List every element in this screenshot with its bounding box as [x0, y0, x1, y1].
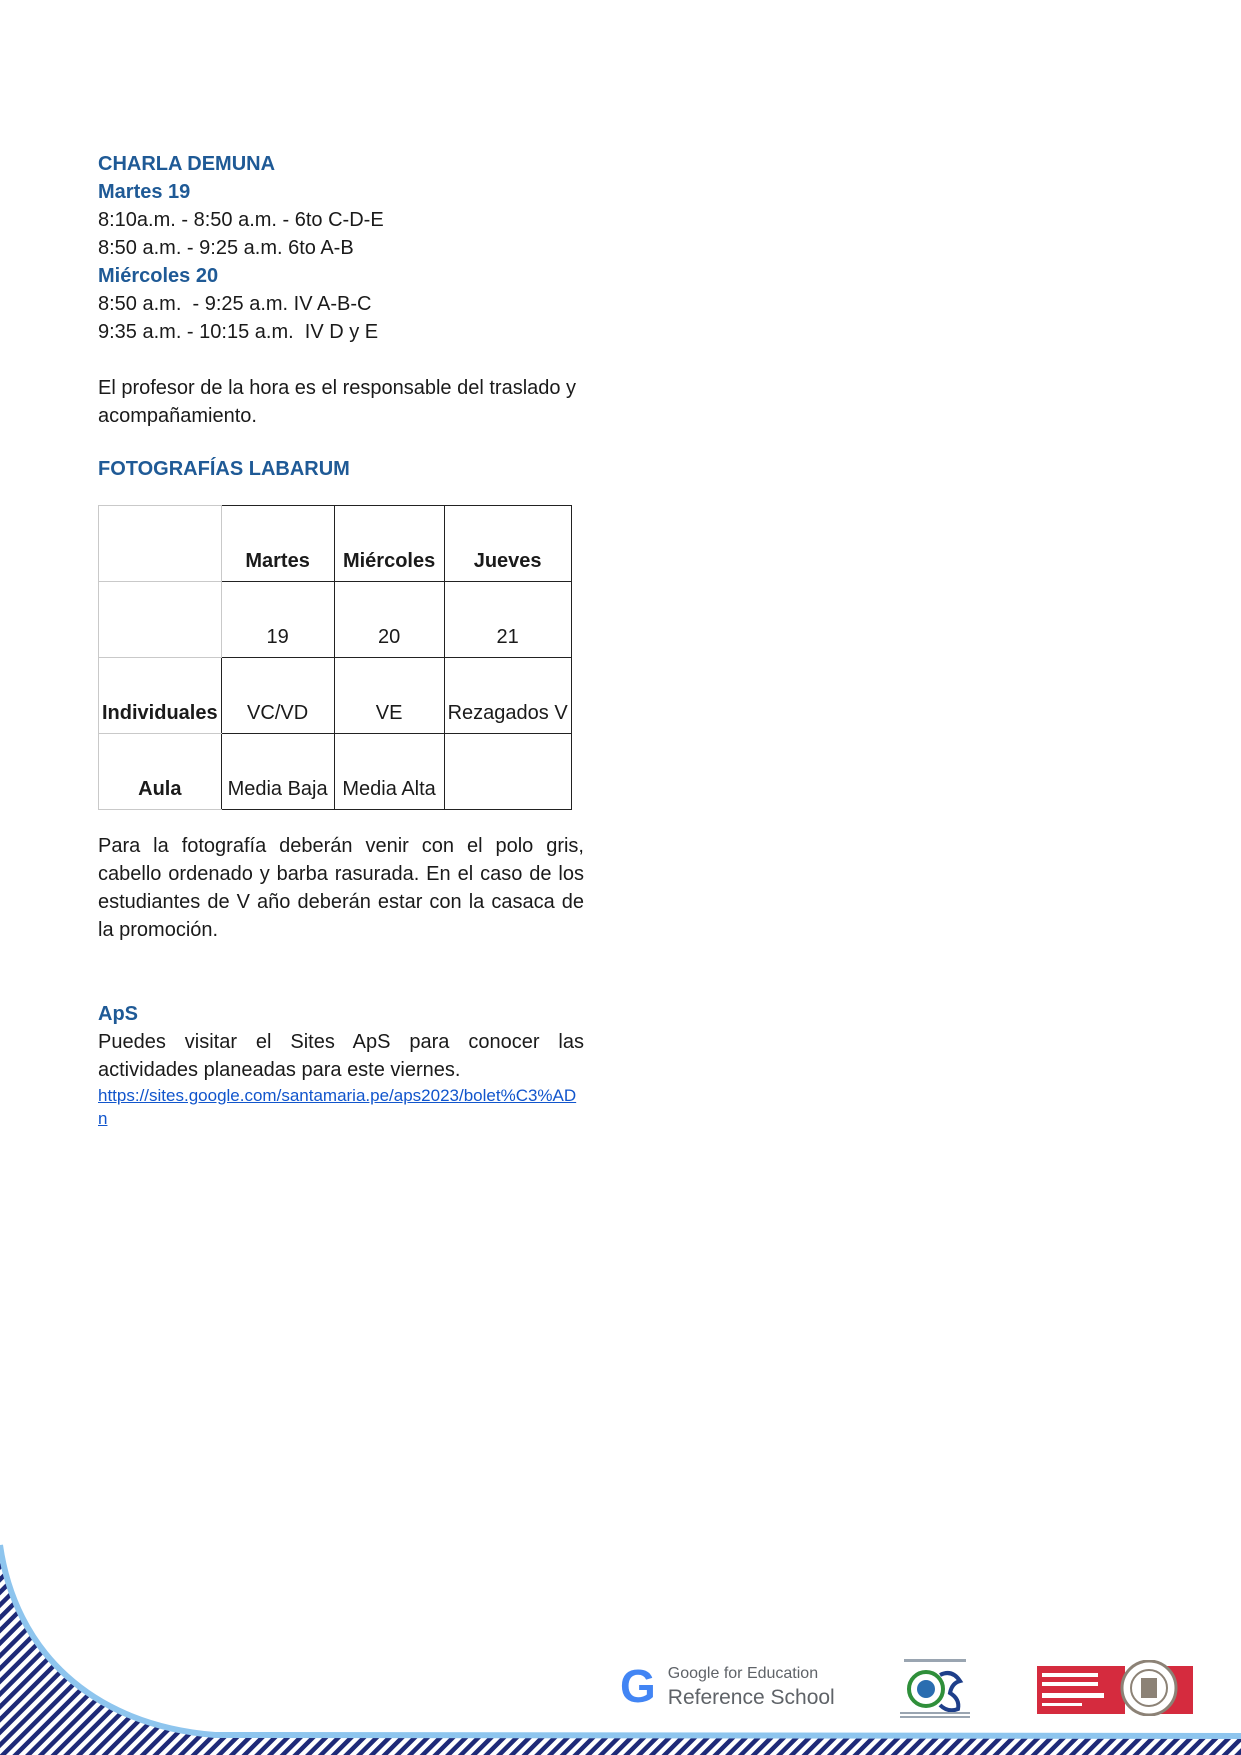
google-g-icon: G — [620, 1660, 656, 1712]
table-cell: 20 — [334, 582, 444, 658]
table-row — [99, 582, 572, 658]
table-row-header: Individuales — [99, 658, 222, 734]
schedule-line: 8:10a.m. - 8:50 a.m. - 6to C-D-E — [98, 209, 384, 231]
day-heading-martes: Martes 19 — [98, 181, 191, 203]
table-cell — [444, 734, 571, 810]
fotos-note: Para la fotografía deberán venir con el polo gris, cabello ordenado y barba rasurada. En el caso de los estudiantes de V año deberán estar con la casaca de la promoción. — [98, 835, 584, 941]
photo-schedule-table — [98, 505, 572, 810]
google-logo-line1: Google for Education — [667, 1665, 819, 1682]
schedule-line: 9:35 a.m. - 10:15 a.m. IV D y E — [98, 321, 379, 343]
table-header-cell: Martes — [221, 506, 334, 582]
table-cell: VE — [334, 658, 444, 734]
table-cell: VC/VD — [221, 658, 334, 734]
google-logo-line2: Reference School — [667, 1686, 835, 1709]
fotos-title: FOTOGRAFÍAS LABARUM — [98, 458, 350, 480]
schedule-line: 8:50 a.m. - 9:25 a.m. IV A-B-C — [98, 293, 372, 315]
table-cell — [99, 582, 222, 658]
charla-title: CHARLA DEMUNA — [98, 153, 276, 175]
aps-title: ApS — [98, 1003, 138, 1025]
day-heading-miercoles: Miércoles 20 — [98, 265, 219, 287]
aps-text: Puedes visitar el Sites ApS para conocer las actividades planeadas para este viernes. — [98, 1031, 584, 1081]
table-row — [99, 506, 572, 582]
table-row — [99, 734, 572, 810]
table-row-header: Aula — [99, 734, 222, 810]
table-header-cell: Miércoles — [334, 506, 444, 582]
table-cell: 19 — [221, 582, 334, 658]
document-body — [98, 150, 584, 1130]
footer-wave-decoration — [0, 1500, 1241, 1755]
table-cell — [99, 506, 222, 582]
schedule-line: 8:50 a.m. - 9:25 a.m. 6to A-B — [98, 237, 354, 259]
charla-note: El profesor de la hora es el responsable del traslado y acompañamiento. — [98, 377, 577, 427]
aps-link[interactable]: https://sites.google.com/santamaria.pe/aps2023/bolet%C3%ADn — [98, 1086, 577, 1128]
bureau-veritas-badge — [1037, 1660, 1193, 1716]
pacto-educativo-logo — [896, 1657, 974, 1719]
google-education-logo — [620, 1662, 835, 1710]
table-cell: Rezagados V — [444, 658, 571, 734]
table-cell: 21 — [444, 582, 571, 658]
table-cell: Media Baja — [221, 734, 334, 810]
table-header-cell: Jueves — [444, 506, 571, 582]
table-cell: Media Alta — [334, 734, 444, 810]
table-row — [99, 658, 572, 734]
